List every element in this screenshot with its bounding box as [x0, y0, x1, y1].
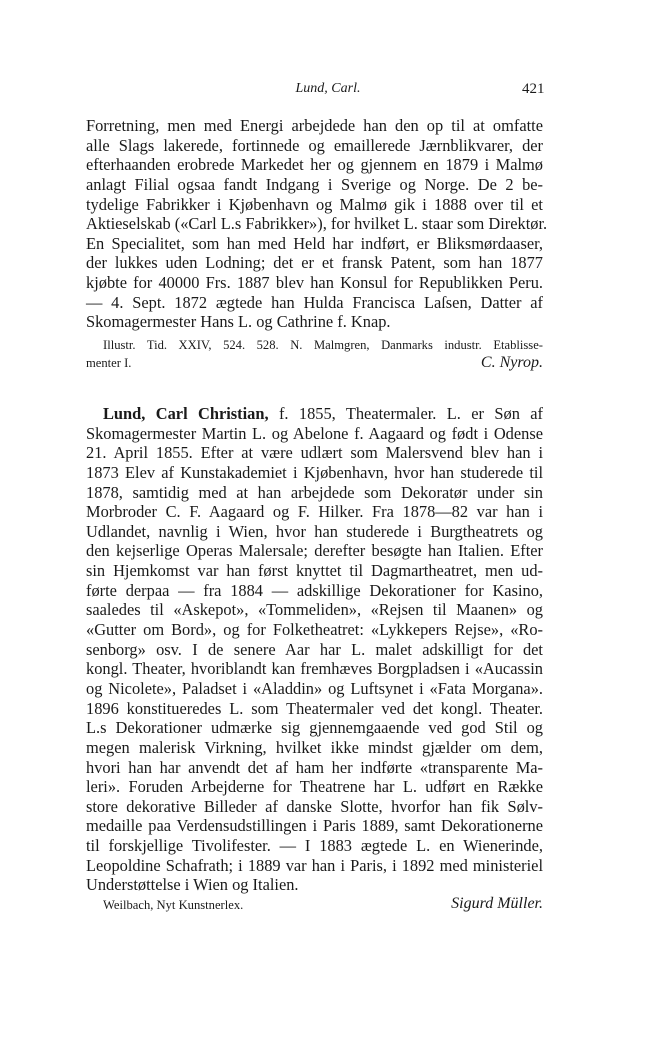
article-line: 1873 Elev af Kunstakademiet i Kjøbenhavn, hvor han studerede til — [86, 462, 543, 482]
entry-heading: Lund, Carl Christian, — [103, 404, 269, 423]
article-line: En Specialitet, som han med Held har indført, er Bliksmørdaaser, — [86, 233, 543, 253]
article-line: Udlandet, navnlig i Wien, hvor han studerede i Burgtheatrets og — [86, 521, 543, 541]
article-lund-carl — [86, 116, 548, 372]
article-line: til forskjellige Tivolifester. — I 1883 ægtede L. en Wienerinde, — [86, 836, 543, 856]
article-line: megen malerisk Virkning, hvilket ikke mindst gjælder om dem, — [86, 737, 543, 757]
article-line: «Gutter om Bord», og for Folketheatret: «Lykkepers Rejse», «Ro- — [86, 620, 543, 640]
references — [86, 896, 543, 914]
article-lund-carl-christian — [86, 404, 543, 914]
article-line: der lukkes uden Lodning; det er et fransk Patent, som han 1877 — [86, 253, 543, 273]
article-line: anlagt Filial ogsaa fandt Indgang i Sverige og Norge. De 2 be- — [86, 174, 543, 194]
article-line: 1896 konstitueredes L. som Theatermaler ved det kongl. Theater. — [86, 698, 543, 718]
article-line: efterhaanden erobrede Markedet her og gjennem en 1879 i Malmø — [86, 155, 543, 175]
article-line: Leopoldine Schafrath; i 1889 var han i Paris, i 1892 med ministeriel — [86, 855, 543, 875]
author-signature: C. Nyrop. — [480, 354, 543, 372]
article-line: 21. April 1855. Efter at være udlært som Malersvend blev han i — [86, 443, 543, 463]
author-signature: Sigurd Müller. — [451, 895, 543, 913]
references: Illustr. Tid. XXIV, 524. 528. N. Malmgren, Danmarks industr. Etablisse- — [103, 338, 543, 353]
article-line: sin Hjemkomst var han først knyttet til Dagmartheatret, men ud- — [86, 561, 543, 581]
article-line: kongl. Theater, hvoriblandt kan fremhæves Borgpladsen i «Aucassin — [86, 659, 543, 679]
article-line: og Nicolete», Paladset i «Aladdin» og Luftsynet i «Fata Morgana». — [86, 678, 543, 698]
article-line: Understøttelse i Wien og Italien. — [86, 875, 299, 895]
article-line: medaille paa Verdensudstillingen i Paris 1889, samt Dekorationerne — [86, 816, 543, 836]
article-line: saaledes til «Askepot», «Tommeliden», «Rejsen til Maanen» og — [86, 600, 543, 620]
article-line: Aktieselskab («Carl L.s Fabrikker»), for hvilket L. staar som Direktør. — [86, 214, 548, 234]
article-line: alle Slags lakerede, fortinnede og emaillerede Jærnblikvarer, der — [86, 135, 543, 155]
article-line: kjøbte for 40000 Frs. 1887 blev han Konsul for Republikken Peru. — [86, 273, 543, 293]
article-line: Skomagermester Hans L. og Cathrine f. Knap. — [86, 312, 391, 332]
references-text: Weilbach, Nyt Kunstnerlex. — [103, 898, 244, 913]
entry-first-line: f. 1855, Theatermaler. L. er Søn af — [268, 404, 543, 423]
article-line: Morbroder C. F. Aagaard og F. Hilker. Fra 1878—82 var han i — [86, 502, 543, 522]
references-cont — [86, 354, 543, 372]
article-line: senborg» osv. I de senere Aar har L. malet adskilligt for det — [86, 639, 543, 659]
article-line: — 4. Sept. 1872 ægtede han Hulda Francisca Laſsen, Datter af — [86, 292, 543, 312]
article-line: Skomagermester Martin L. og Abelone f. Aagaard og født i Odense — [86, 423, 543, 443]
article-line: leri». Foruden Arbejderne for Theatrene har L. udført en Række — [86, 777, 543, 797]
article-line: hvori han har anvendt det af ham her indførte «transparente Ma- — [86, 757, 543, 777]
article-line — [86, 404, 543, 424]
article-line: Forretning, men med Energi arbejdede han den op til at omfatte — [86, 116, 543, 135]
article-line: store dekorative Billeder af danske Slotte, hvorfor han fik Sølv- — [86, 796, 543, 816]
references-text: menter I. — [86, 356, 132, 371]
running-title: Lund, Carl. — [295, 81, 361, 96]
article-line: tydelige Fabrikker i Kjøbenhavn og Malmø gik i 1888 over til et — [86, 194, 543, 214]
article-line: L.s Dekorationer udmærke sig gjennemgaaende ved god Stil og — [86, 718, 543, 738]
article-line: førte derpaa — fra 1884 — adskillige Dekorationer for Kasino, — [86, 580, 543, 600]
page-number: 421 — [522, 81, 545, 97]
article-line: 1878, samtidig med at han arbejdede som Dekoratør under sin — [86, 482, 543, 502]
article-line: den kejserlige Operas Malersale; derefter besøgte han Italien. Efter — [86, 541, 543, 561]
